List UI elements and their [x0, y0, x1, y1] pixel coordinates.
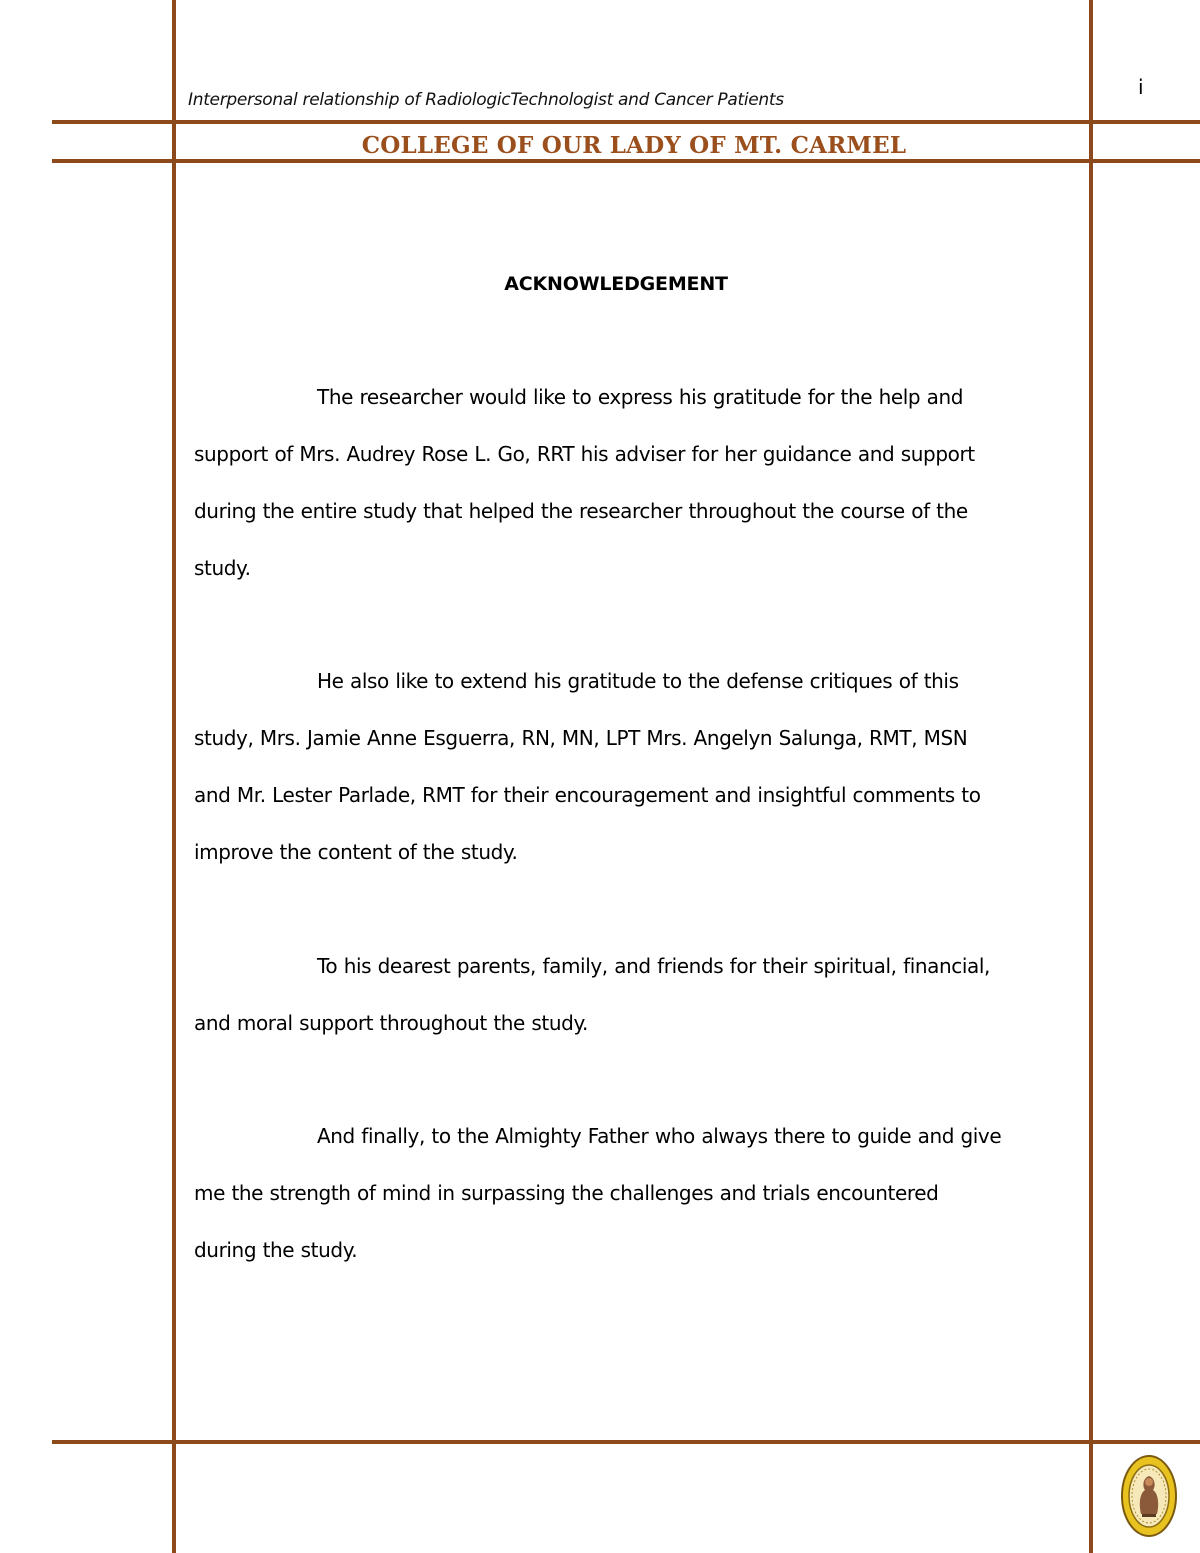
paragraph-line: And finally, to the Almighty Father who always there to guide and give: [317, 1124, 1002, 1148]
paragraph-line: The researcher would like to express his gratitude for the help and: [317, 385, 964, 409]
paragraph-line: during the study.: [194, 1238, 358, 1262]
paragraph-line: study, Mrs. Jamie Anne Esguerra, RN, MN, LPT Mrs. Angelyn Salunga, RMT, MSN: [194, 726, 968, 750]
paragraph-line: support of Mrs. Audrey Rose L. Go, RRT his adviser for her guidance and support: [194, 442, 975, 466]
paragraph-almighty: [194, 1108, 1074, 1279]
paragraph-line: improve the content of the study.: [194, 840, 518, 864]
footer-rule: [52, 1440, 1200, 1444]
paragraph-line: study.: [194, 556, 251, 580]
page-number: i: [1138, 75, 1144, 99]
paragraph-critiques: [194, 653, 1074, 881]
header-bottom-rule: [52, 159, 1200, 163]
page-title: ACKNOWLEDGEMENT: [504, 273, 728, 295]
paragraph-family: [194, 938, 1074, 1052]
paragraph-line: To his dearest parents, family, and friends for their spiritual, financial,: [317, 954, 991, 978]
paragraph-line: and moral support throughout the study.: [194, 1011, 588, 1035]
paragraph-line: and Mr. Lester Parlade, RMT for their encouragement and insightful comments to: [194, 783, 981, 807]
institution-name: COLLEGE OF OUR LADY OF MT. CARMEL: [361, 132, 907, 159]
right-border-rule: [1089, 0, 1093, 1553]
paragraph-line: He also like to extend his gratitude to the defense critiques of this: [317, 669, 959, 693]
header-top-rule: [52, 120, 1200, 124]
paragraph-adviser: [194, 369, 1074, 597]
left-border-rule: [172, 0, 176, 1553]
running-title: Interpersonal relationship of RadiologicTechnologist and Cancer Patients: [188, 90, 784, 110]
college-seal-icon: [1120, 1454, 1178, 1538]
paragraph-line: me the strength of mind in surpassing the challenges and trials encountered: [194, 1181, 939, 1205]
paragraph-line: during the entire study that helped the researcher throughout the course of the: [194, 499, 968, 523]
